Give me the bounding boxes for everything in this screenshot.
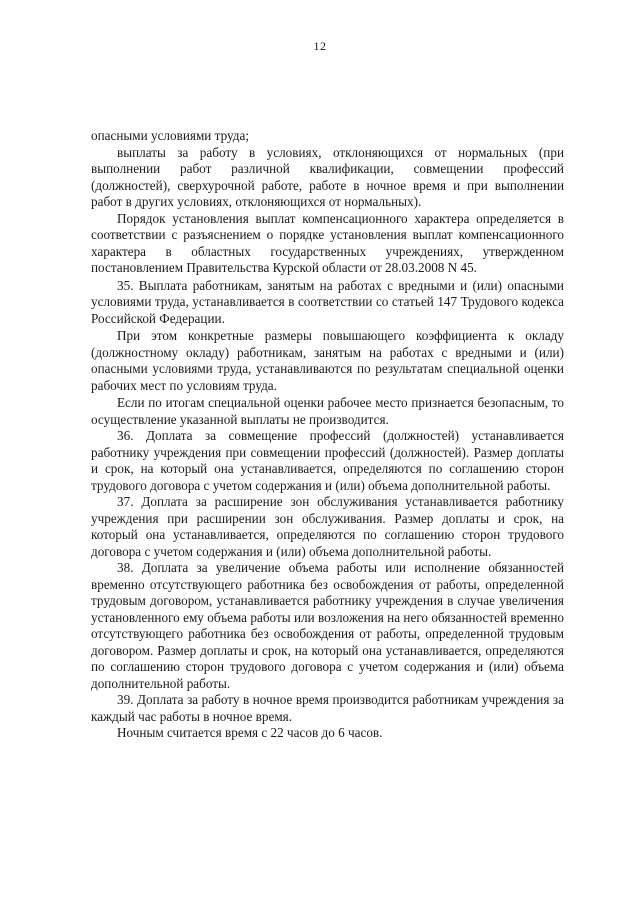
paragraph-37: 37. Доплата за расширение зон обслуживания устанавливается работнику учреждения при расширении зон обслуживания. Размер доплаты и срок, на который она устанавливается, определяются по соглашению сторон трудового договора с учетом содержания и (или) объема дополнительной работы.	[91, 494, 564, 559]
paragraph-35: 35. Выплата работникам, занятым на работах с вредными и (или) опасными условиями труда, устанавливается в соответствии со статьей 147 Трудового кодекса Российской Федерации.	[91, 277, 564, 326]
paragraph-night-work-list-item: выплаты за работу в условиях, отклоняющихся от нормальных (при выполнении работ различной квалификации, совмещении профессий (должностей), сверхурочной работе, работе в ночное время и при выполнении работ в других условиях, отклоняющихся от нормальных).	[91, 144, 564, 209]
paragraph-38: 38. Доплата за увеличение объема работы или исполнение обязанностей временно отсутствующего работника без освобождения от работы, определенной трудовым договором, устанавливается работнику учреждения в случае увеличения установленного ему объема работы или возложения на него обязанностей временно отсутствующего работника без освобождения от работы, определенной трудовым договором. Размер доплаты и срок, на который она устанавливается, определяются по соглашению сторон трудового договора с учетом содержания и (или) объема дополнительной работы.	[91, 560, 564, 691]
paragraph-36: 36. Доплата за совмещение профессий (должностей) устанавливается работнику учреждения при совмещении профессий (должностей). Размер доплаты и срок, на который она устанавливается, определяются по соглашению сторон трудового договора с учетом содержания и (или) объема дополнительной работы.	[91, 428, 564, 493]
paragraph-39: 39. Доплата за работу в ночное время производится работникам учреждения за каждый час работы в ночное время.	[91, 692, 564, 724]
page-number: 12	[313, 39, 327, 53]
paragraph-coefficient: При этом конкретные размеры повышающего коэффициента к окладу (должностному окладу) работникам, занятым на работах с вредными и (или) опасными условиями труда, устанавливаются по результатам специальной оценки рабочих мест по условиям труда.	[91, 328, 564, 393]
paragraph-compensation-procedure: Порядок установления выплат компенсационного характера определяется в соответствии с разъяснением о порядке установления выплат компенсационного характера в областных государственных учреждениях, утвержденном постановлением Правительства Курской области от 28.03.2008 N 45.	[91, 210, 564, 275]
document-body	[91, 128, 564, 742]
paragraph-continuation: опасными условиями труда;	[91, 128, 249, 143]
paragraph-safe-workplace: Если по итогам специальной оценки рабочее место признается безопасным, то осуществление указанной выплаты не производится.	[91, 395, 564, 427]
paragraph-night-time-definition: Ночным считается время с 22 часов до 6 часов.	[117, 725, 383, 740]
